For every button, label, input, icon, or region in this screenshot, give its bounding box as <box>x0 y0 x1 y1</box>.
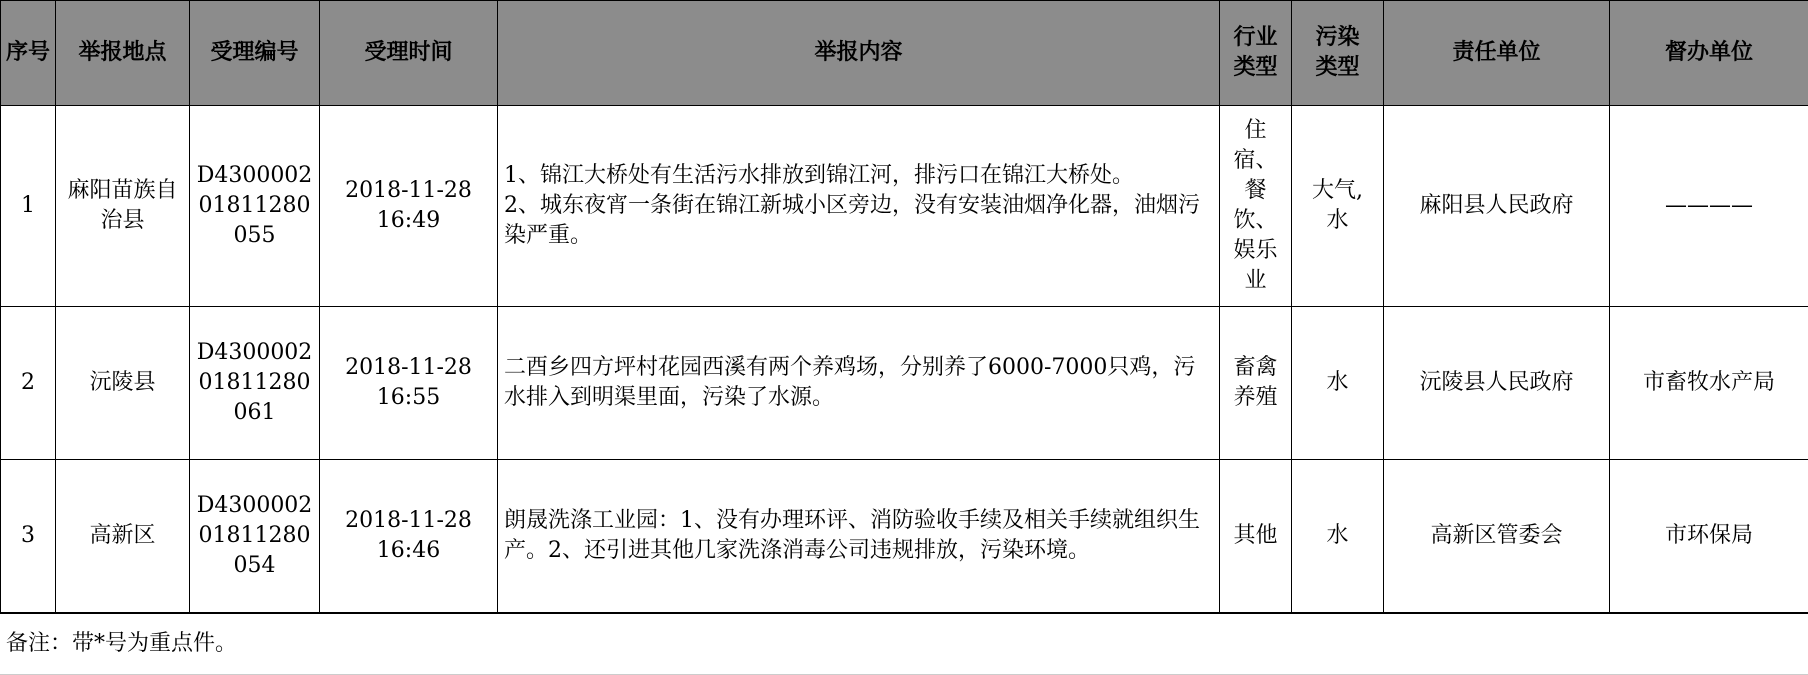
cell-industry: 畜禽养殖 <box>1220 307 1292 460</box>
cell-case-no: D430000201811280054 <box>190 460 320 613</box>
header-pollution: 污染类型 <box>1292 1 1384 106</box>
cell-case-no: D430000201811280061 <box>190 307 320 460</box>
cell-supervisor: 市环保局 <box>1610 460 1808 613</box>
footnote: 备注：带*号为重点件。 <box>0 613 1808 675</box>
cell-time: 2018-11-28 16:49 <box>320 106 498 307</box>
header-content: 举报内容 <box>498 1 1220 106</box>
cell-supervisor: ———— <box>1610 106 1808 307</box>
cell-location: 高新区 <box>56 460 190 613</box>
cell-seq: 3 <box>1 460 56 613</box>
header-seq: 序号 <box>1 1 56 106</box>
header-time: 受理时间 <box>320 1 498 106</box>
header-industry: 行业类型 <box>1220 1 1292 106</box>
cell-pollution: 大气,水 <box>1292 106 1384 307</box>
cell-content <box>498 460 1220 613</box>
header-row <box>1 1 1808 106</box>
content-line: 朗晟洗涤工业园：1、没有办理环评、消防验收手续及相关手续就组织生产。2、还引进其他几家洗涤消毒公司违规排放，污染环境。 <box>504 508 1200 563</box>
cell-supervisor: 市畜牧水产局 <box>1610 307 1808 460</box>
cell-pollution: 水 <box>1292 307 1384 460</box>
cell-seq: 1 <box>1 106 56 307</box>
cell-time: 2018-11-28 16:55 <box>320 307 498 460</box>
cell-pollution: 水 <box>1292 460 1384 613</box>
cell-location: 沅陵县 <box>56 307 190 460</box>
content-line: 1、锦江大桥处有生活污水排放到锦江河，排污口在锦江大桥处。 <box>504 163 1134 188</box>
cell-case-no: D430000201811280055 <box>190 106 320 307</box>
header-case-no: 受理编号 <box>190 1 320 106</box>
table-row <box>1 460 1808 613</box>
header-supervisor: 督办单位 <box>1610 1 1808 106</box>
table-row <box>1 106 1808 307</box>
cell-content <box>498 307 1220 460</box>
table-row <box>1 307 1808 460</box>
cell-responsible: 高新区管委会 <box>1384 460 1610 613</box>
content-line: 2、城东夜宵一条街在锦江新城小区旁边，没有安装油烟净化器，油烟污染严重。 <box>504 193 1200 248</box>
cell-responsible: 沅陵县人民政府 <box>1384 307 1610 460</box>
cell-industry: 其他 <box>1220 460 1292 613</box>
cell-location: 麻阳苗族自治县 <box>56 106 190 307</box>
content-line: 二酉乡四方坪村花园西溪有两个养鸡场，分别养了6000-7000只鸡，污水排入到明渠里面，污染了水源。 <box>504 355 1196 410</box>
header-location: 举报地点 <box>56 1 190 106</box>
cell-time: 2018-11-28 16:46 <box>320 460 498 613</box>
cell-seq: 2 <box>1 307 56 460</box>
cell-content <box>498 106 1220 307</box>
cell-responsible: 麻阳县人民政府 <box>1384 106 1610 307</box>
cell-industry: 住宿、餐饮、娱乐业 <box>1220 106 1292 307</box>
header-responsible: 责任单位 <box>1384 1 1610 106</box>
